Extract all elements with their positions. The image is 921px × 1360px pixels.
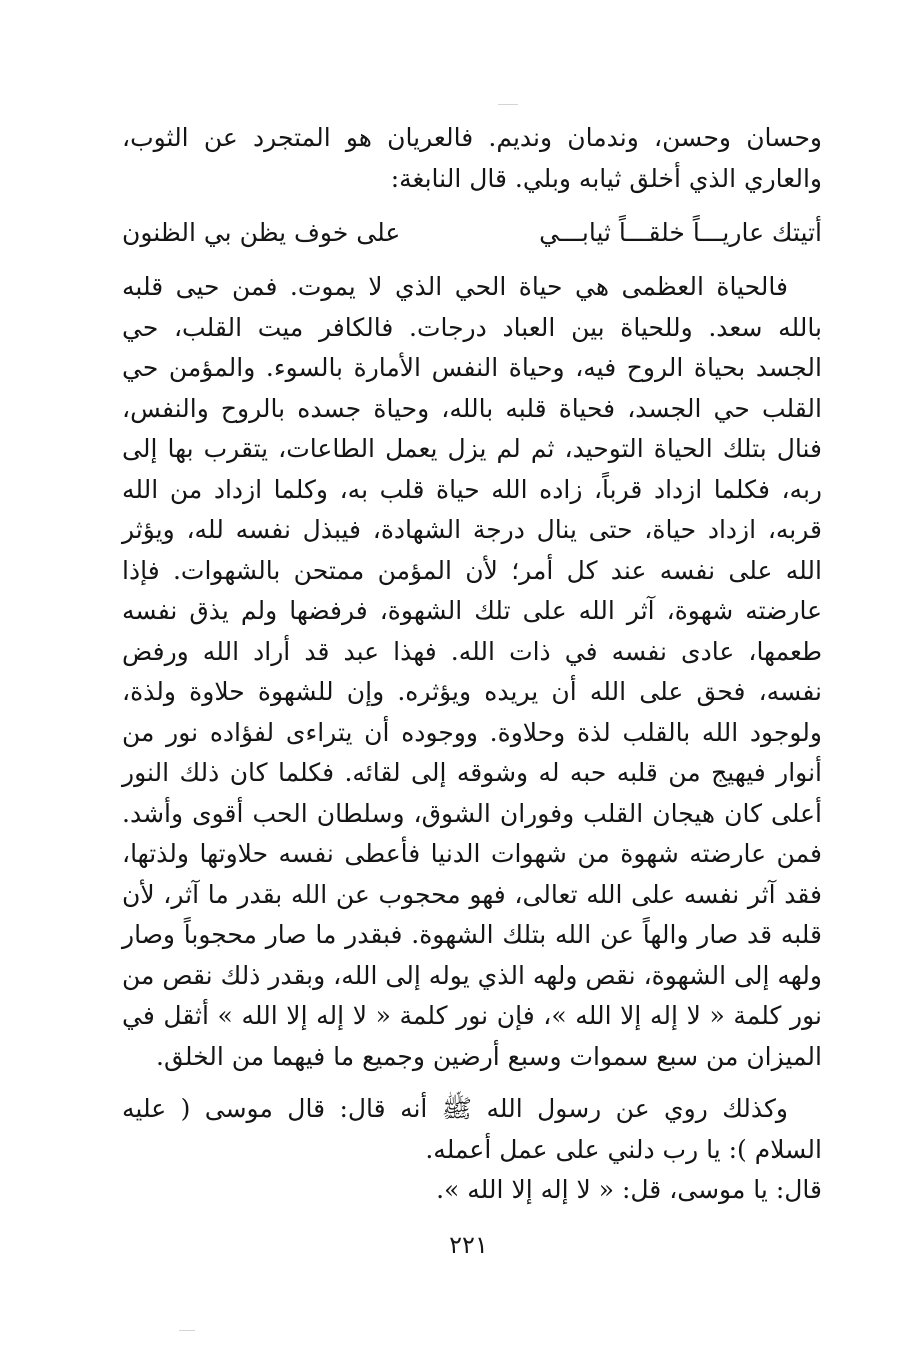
book-page-text bbox=[122, 118, 822, 1211]
body-paragraph-life: فالحياة العظمى هي حياة الحي الذي لا يموت. فمن حيى قلبه بالله سعد. وللحياة بين العباد درجات. فالكافر ميت القلب، حي الجسد بحياة الروح فيه، وحياة النفس الأمارة بالسوء. والمؤمن حي القلب حي الجسد، فحياة قلبه بالله، وحياة جسده بالروح والنفس، فنال بتلك الحياة التوحيد، ثم لم يزل يعمل الطاعات، يتقرب بها إلى ربه، فكلما ازداد قرباً، زاده الله حياة قلب به، وكلما ازداد من الله قربه، ازداد حياة، حتى ينال درجة الشهادة، فيبذل نفسه لله، ويؤثر الله على نفسه عند كل أمر؛ لأن المؤمن ممتحن بالشهوات. فإذا عارضته شهوة، آثر الله على تلك الشهوة، فرفضها ولم يذق نفسه طعمها، عادى نفسه في ذات الله. فهذا عبد قد أراد الله ورفض نفسه، فحق على الله أن يريده ويؤثره. وإن للشهوة حلاوة ولذة، ولوجود الله بالقلب لذة وحلاوة. ووجوده أن يتراءى لفؤاده نور من أنوار فيهيج من قلبه حبه له وشوقه إلى لقائه. فكلما كان ذلك النور أعلى كان هيجان القلب وفوران الشوق، وسلطان الحب أقوى وأشد. فمن عارضته شهوة من شهوات الدنيا فأعطى نفسه حلاوتها ولذتها، فقد آثر نفسه على الله تعالى، فهو محجوب عن الله بقدر ما آثر، لأن قلبه قد صار والهاً عن الله بتلك الشهوة. فبقدر ما صار محجوباً وصار ولهه إلى الشهوة، نقص ولهه الذي يوله إلى الله، وبقدر ذلك نقص من نور كلمة « لا إله إلا الله »، فإن نور كلمة « لا إله إلا الله » أثقل في الميزان من سبع سموات وسبع أرضين وجميع ما فيهما من الخلق. bbox=[122, 272, 822, 1071]
scan-artifact-line bbox=[179, 1330, 195, 1331]
body-paragraph-hadith: وكذلك روي عن رسول الله ﷺ أنه قال: قال موسى ( عليه السلام ): يا رب دلني على عمل أعمله. bbox=[122, 1094, 822, 1164]
scan-artifact-line bbox=[498, 104, 518, 105]
poetry-verse bbox=[122, 213, 822, 253]
opening-paragraph: وحسان وحسن، وندمان ونديم. فالعريان هو المتجرد عن الثوب، والعاري الذي أخلق ثيابه وبلي. قال النابغة: bbox=[122, 123, 822, 193]
page-number: ٢٢١ bbox=[449, 1231, 488, 1259]
verse-first-hemistich: أتيتك عاريـــاً خلقـــاً ثيابـــي bbox=[539, 218, 822, 247]
closing-line: قال: يا موسى، قل: « لا إله إلا الله ». bbox=[436, 1175, 822, 1204]
verse-second-hemistich: على خوف يظن بي الظنون bbox=[122, 218, 401, 247]
